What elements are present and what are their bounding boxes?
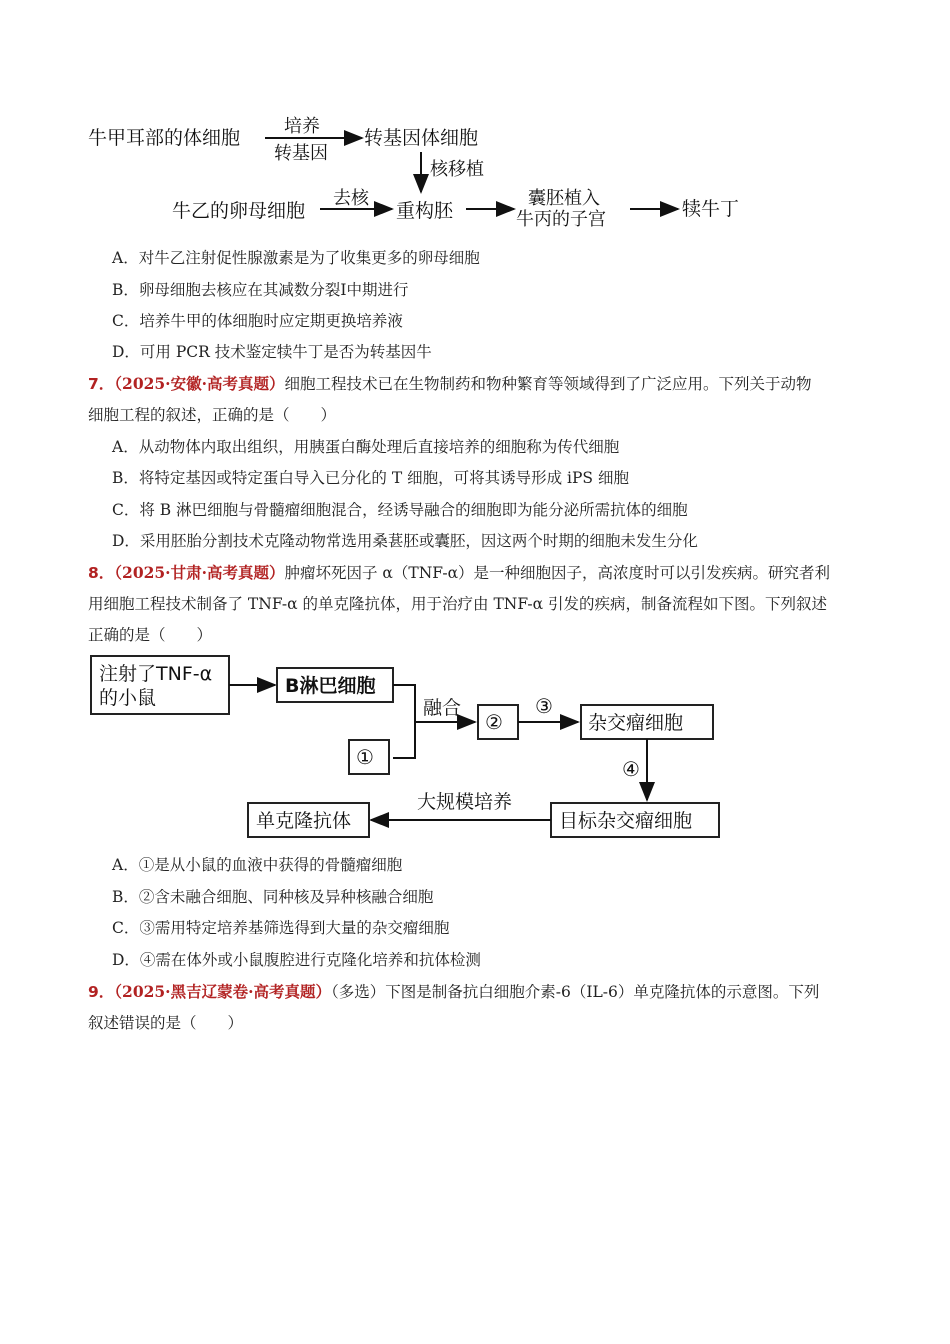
q7-stem-line-2: 细胞工程的叙述，正确的是（ ） bbox=[88, 406, 337, 424]
q6-option-a: A．对牛乙注射促性腺激素是为了收集更多的卵母细胞 bbox=[112, 249, 480, 267]
q8-stem-text: 肿瘤坏死因子 α（TNF-α）是一种细胞因子，高浓度时可以引发疾病。研究者利 bbox=[284, 564, 831, 582]
b-cell-label: B淋巴细胞 bbox=[285, 675, 376, 697]
q9-stem-line-2: 叙述错误的是（ ） bbox=[88, 1014, 244, 1032]
q7-option-d: D．采用胚胎分割技术克隆动物常选用桑葚胚或囊胚，因这两个时期的细胞未发生分化 bbox=[112, 532, 698, 550]
q6-option-c: C．培养牛甲的体细胞时应定期更换培养液 bbox=[112, 312, 403, 330]
q7-stem-line-1 bbox=[88, 374, 812, 394]
circle-2-label: ② bbox=[485, 710, 503, 734]
q9-stem-text: （多选）下图是制备抗白细胞介素-6（IL-6）单克隆抗体的示意图。下列 bbox=[330, 983, 820, 1001]
cow-b-oocyte-label: 牛乙的卵母细胞 bbox=[172, 200, 306, 222]
q8-stem-line-3: 正确的是（ ） bbox=[88, 626, 213, 644]
mouse-label-2: 的小鼠 bbox=[99, 687, 157, 709]
mab-label: 单克隆抗体 bbox=[256, 810, 352, 832]
q8-number: 8． bbox=[88, 564, 115, 582]
target-hybridoma-label: 目标杂交瘤细胞 bbox=[559, 810, 693, 832]
large-scale-culture-label: 大规模培养 bbox=[417, 791, 513, 813]
blastocyst-transfer-label-2: 牛丙的子宫 bbox=[516, 209, 606, 230]
nuclear-transfer-label: 核移植 bbox=[430, 159, 484, 180]
q6-option-b: B．卵母细胞去核应在其减数分裂Ⅰ中期进行 bbox=[112, 281, 409, 299]
blastocyst-transfer-label-1: 囊胚植入 bbox=[528, 188, 600, 209]
q8-option-a: A．①是从小鼠的血液中获得的骨髓瘤细胞 bbox=[112, 856, 403, 874]
culture-label: 培养 bbox=[284, 116, 320, 137]
q8-stem-line-2: 用细胞工程技术制备了 TNF-α 的单克隆抗体，用于治疗由 TNF-α 引发的疾病，制备流程如下图。下列叙述 bbox=[88, 595, 828, 613]
q9-source: （2025·黑吉辽蒙卷·高考真题） bbox=[114, 982, 331, 1001]
q7-number: 7． bbox=[88, 375, 115, 393]
mouse-label-1: 注射了TNF-α bbox=[99, 663, 213, 685]
q9-number: 9． bbox=[88, 983, 115, 1001]
cow-a-cell-label: 牛甲耳部的体细胞 bbox=[88, 127, 241, 149]
q8-option-c: C．③需用特定培养基筛选得到大量的杂交瘤细胞 bbox=[112, 919, 450, 937]
cloning-flowchart bbox=[80, 108, 780, 238]
q6-option-d: D．可用 PCR 技术鉴定犊牛丁是否为转基因牛 bbox=[112, 343, 432, 361]
fusion-label: 融合 bbox=[423, 697, 462, 719]
transgene-label: 转基因 bbox=[274, 143, 328, 164]
q8-source: （2025·甘肃·高考真题） bbox=[114, 563, 285, 582]
q8-option-d: D．④需在体外或小鼠腹腔进行克隆化培养和抗体检测 bbox=[112, 951, 481, 969]
circle-4-label: ④ bbox=[622, 757, 640, 781]
q9-stem-line-1 bbox=[88, 982, 819, 1002]
q7-option-b: B．将特定基因或特定蛋白导入已分化的 T 细胞，可将其诱导形成 iPS 细胞 bbox=[112, 469, 629, 487]
q7-option-a: A．从动物体内取出组织，用胰蛋白酶处理后直接培养的细胞称为传代细胞 bbox=[112, 438, 620, 456]
q8-stem-line-1 bbox=[88, 563, 830, 583]
calf-label: 犊牛丁 bbox=[682, 198, 740, 220]
q7-source: （2025·安徽·高考真题） bbox=[114, 374, 285, 393]
circle-3-label: ③ bbox=[535, 694, 553, 718]
q7-stem-text: 细胞工程技术已在生物制药和物种繁育等领域得到了广泛应用。下列关于动物 bbox=[284, 375, 812, 393]
circle-1-label: ① bbox=[356, 745, 374, 769]
q8-option-b: B．②含未融合细胞、同种核及异种核融合细胞 bbox=[112, 888, 434, 906]
enucleate-label: 去核 bbox=[333, 188, 369, 209]
monoclonal-antibody-flowchart bbox=[85, 650, 735, 842]
reconstructed-embryo-label: 重构胚 bbox=[396, 200, 454, 222]
hybridoma-label: 杂交瘤细胞 bbox=[588, 712, 684, 734]
transgenic-cell-label: 转基因体细胞 bbox=[364, 127, 479, 149]
q7-option-c: C．将 B 淋巴细胞与骨髓瘤细胞混合，经诱导融合的细胞即为能分泌所需抗体的细胞 bbox=[112, 501, 688, 519]
fusion-bracket bbox=[393, 685, 415, 758]
